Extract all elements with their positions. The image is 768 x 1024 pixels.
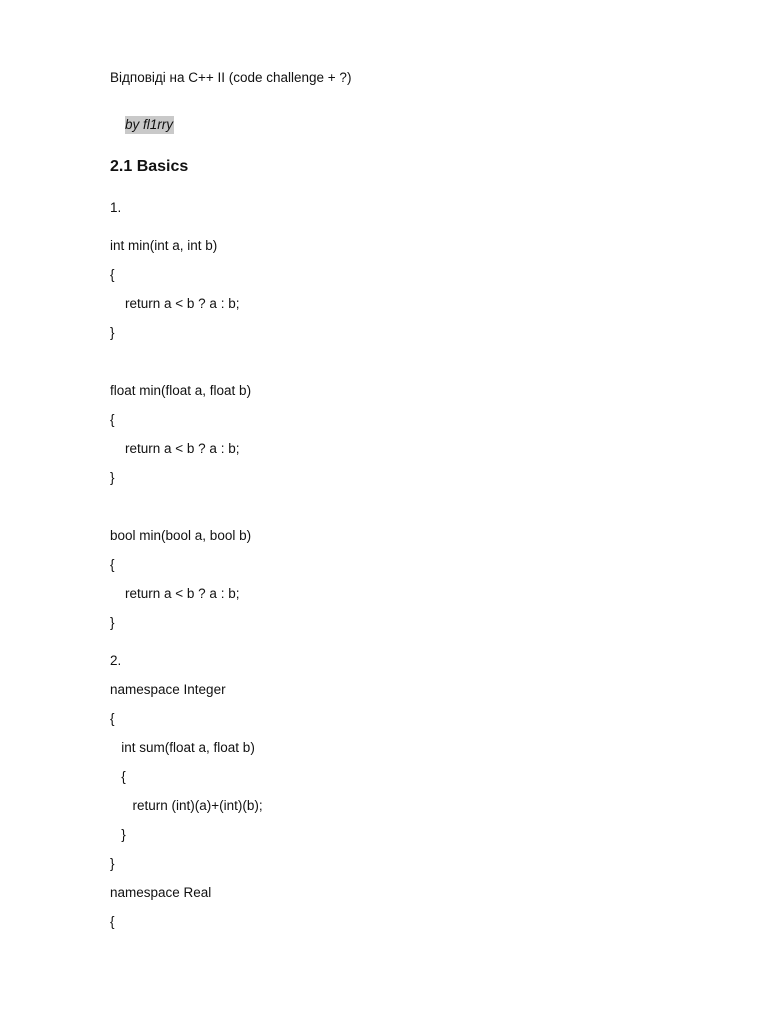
code-line: { <box>110 267 115 282</box>
code-line: } <box>110 470 115 485</box>
item-number-2: 2. <box>110 653 122 668</box>
code-line: return a < b ? a : b; <box>110 441 240 456</box>
code-line: namespace Integer <box>110 682 226 697</box>
author-highlight: by fl1rry <box>125 117 174 132</box>
item-number-1: 1. <box>110 200 122 215</box>
code-line: int min(int a, int b) <box>110 238 218 253</box>
section-heading: 2.1 Basics <box>110 158 189 175</box>
code-line: { <box>110 914 115 929</box>
code-line: int sum(float a, float b) <box>110 740 255 755</box>
code-line: bool min(bool a, bool b) <box>110 528 252 543</box>
code-line: namespace Real <box>110 885 212 900</box>
code-line: } <box>110 615 115 630</box>
code-line: return a < b ? a : b; <box>110 586 240 601</box>
code-line: { <box>110 412 115 427</box>
code-line: } <box>110 856 115 871</box>
code-line: } <box>110 325 115 340</box>
code-line: float min(float a, float b) <box>110 383 252 398</box>
code-line: { <box>110 711 115 726</box>
code-line: return (int)(a)+(int)(b); <box>110 798 263 813</box>
code-line: { <box>110 769 126 784</box>
code-line: return a < b ? a : b; <box>110 296 240 311</box>
code-line: } <box>110 827 126 842</box>
document-title: Відповіді на C++ II (code challenge + ?) <box>110 70 352 85</box>
code-line: { <box>110 557 115 572</box>
author-line <box>110 98 174 152</box>
